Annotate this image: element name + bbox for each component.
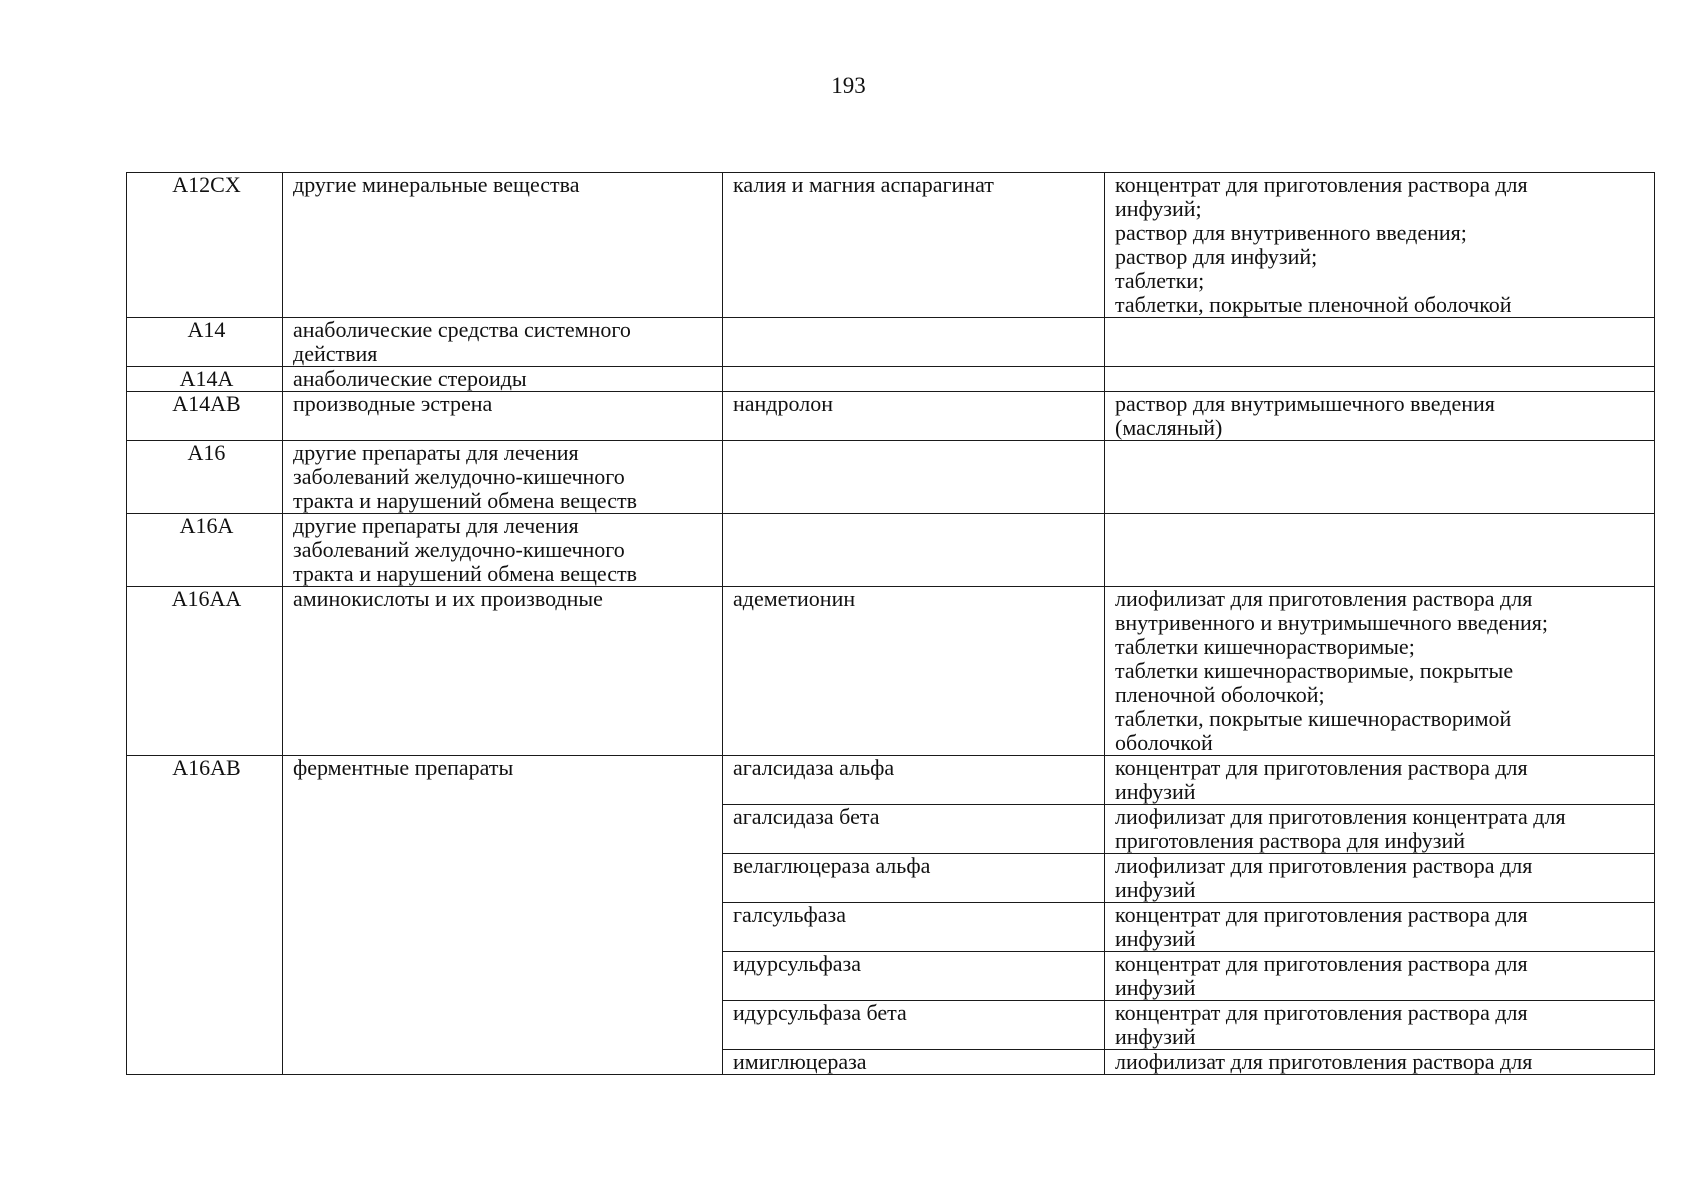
pharmacological-group: другие препараты для лечения заболеваний желудочно-кишечного тракта и нарушений обмена веществ: [283, 514, 723, 587]
table-row: [127, 441, 1655, 514]
table-row: [127, 318, 1655, 367]
table-row: [127, 173, 1655, 318]
pharmacological-group: другие минеральные вещества: [283, 173, 723, 318]
dosage-forms: [1105, 514, 1655, 587]
dosage-forms: лиофилизат для приготовления раствора для внутривенного и внутримышечного введения; таблетки кишечнорастворимые; таблетки кишечнорастворимые, покрытые пленочной оболочкой; таблетки, покрытые кишечнорастворимой оболочкой: [1105, 587, 1655, 756]
atc-code: A16AA: [127, 587, 283, 756]
pharmacological-group: анаболические средства системного действия: [283, 318, 723, 367]
dosage-forms: концентрат для приготовления раствора для инфузий; раствор для внутривенного введения; раствор для инфузий; таблетки; таблетки, покрытые пленочной оболочкой: [1105, 173, 1655, 318]
dosage-forms: концентрат для приготовления раствора для инфузий: [1105, 1001, 1655, 1050]
atc-code: A16: [127, 441, 283, 514]
drug-name: нандролон: [723, 392, 1105, 441]
drug-name: идурсульфаза: [723, 952, 1105, 1001]
pharmacological-group: производные эстрена: [283, 392, 723, 441]
pharmacological-group: другие препараты для лечения заболеваний желудочно-кишечного тракта и нарушений обмена веществ: [283, 441, 723, 514]
drug-name: [723, 318, 1105, 367]
drug-name: [723, 441, 1105, 514]
pharmacological-group: ферментные препараты: [283, 756, 723, 1075]
dosage-forms: концентрат для приготовления раствора для инфузий: [1105, 756, 1655, 805]
table-row: [127, 392, 1655, 441]
table-row: [127, 756, 1655, 805]
dosage-forms: [1105, 367, 1655, 392]
atc-code: A14A: [127, 367, 283, 392]
atc-code: A14: [127, 318, 283, 367]
dosage-forms: концентрат для приготовления раствора для инфузий: [1105, 903, 1655, 952]
dosage-forms: [1105, 318, 1655, 367]
dosage-forms: лиофилизат для приготовления раствора для: [1105, 1050, 1655, 1075]
medicines-table: [126, 172, 1655, 1075]
drug-name: галсульфаза: [723, 903, 1105, 952]
dosage-forms: [1105, 441, 1655, 514]
dosage-forms: концентрат для приготовления раствора для инфузий: [1105, 952, 1655, 1001]
dosage-forms: лиофилизат для приготовления раствора для инфузий: [1105, 854, 1655, 903]
drug-name: агалсидаза бета: [723, 805, 1105, 854]
table-row: [127, 367, 1655, 392]
pharmacological-group: аминокислоты и их производные: [283, 587, 723, 756]
table-row: [127, 587, 1655, 756]
atc-code: A12CX: [127, 173, 283, 318]
page-number: 193: [831, 73, 866, 98]
drug-name: велаглюцераза альфа: [723, 854, 1105, 903]
pharmacological-group: анаболические стероиды: [283, 367, 723, 392]
drug-name: [723, 514, 1105, 587]
drug-name: калия и магния аспарагинат: [723, 173, 1105, 318]
atc-code: A16AB: [127, 756, 283, 1075]
drug-name: адеметионин: [723, 587, 1105, 756]
atc-code: A16A: [127, 514, 283, 587]
atc-code: A14AB: [127, 392, 283, 441]
table-row: [127, 514, 1655, 587]
drug-name: идурсульфаза бета: [723, 1001, 1105, 1050]
drug-name: агалсидаза альфа: [723, 756, 1105, 805]
dosage-forms: лиофилизат для приготовления концентрата для приготовления раствора для инфузий: [1105, 805, 1655, 854]
drug-name: [723, 367, 1105, 392]
drug-name: имиглюцераза: [723, 1050, 1105, 1075]
dosage-forms: раствор для внутримышечного введения (масляный): [1105, 392, 1655, 441]
